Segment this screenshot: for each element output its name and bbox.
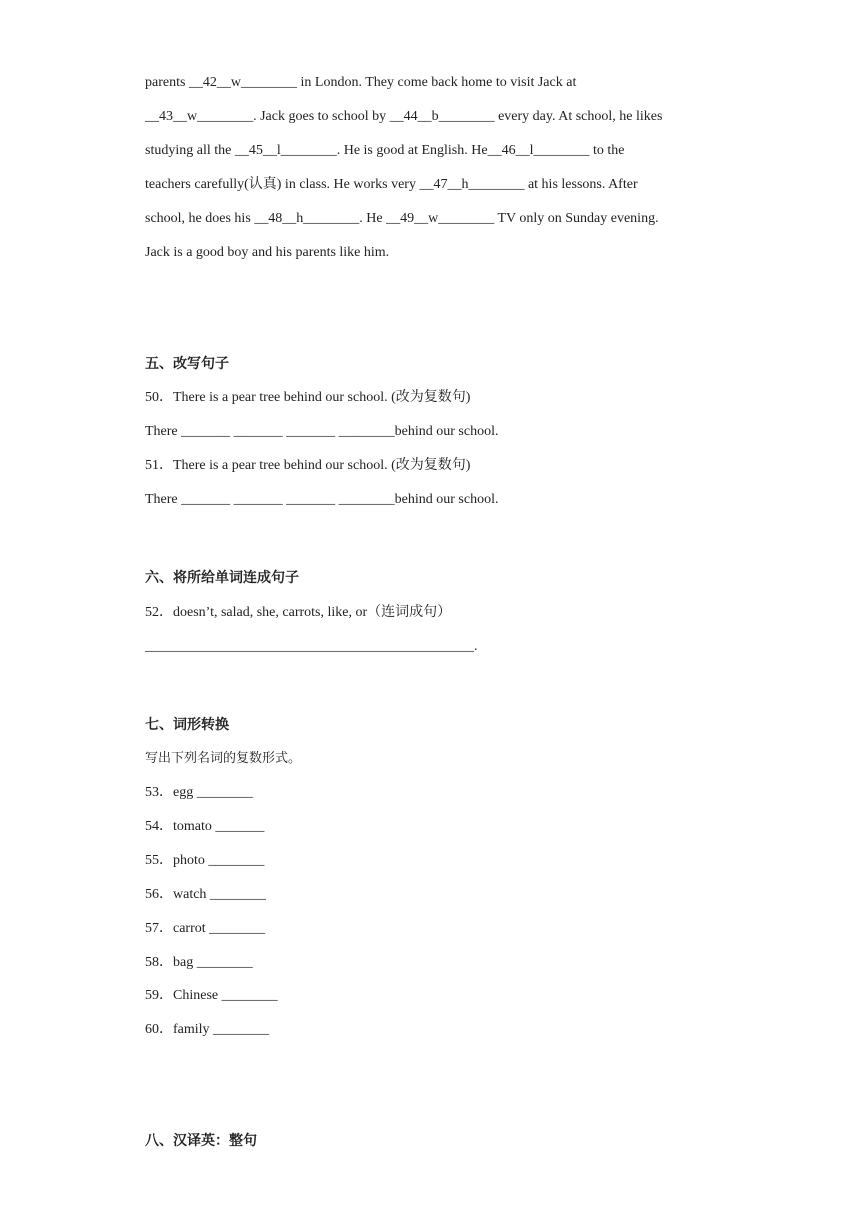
- question-60: 60．family ________: [145, 1022, 270, 1037]
- question-59: 59．Chinese ________: [145, 988, 278, 1003]
- question-56: 56．watch ________: [145, 887, 266, 902]
- passage-line-1: parents __42__w________ in London. They come back home to visit Jack at: [145, 75, 577, 90]
- question-54: 54．tomato _______: [145, 819, 265, 834]
- passage-line-3: studying all the __45__l________. He is good at English. He__46__l________ to the: [145, 143, 625, 158]
- section-8-heading: 八、汉译英：整句: [145, 1133, 257, 1149]
- question-51: 51．There is a pear tree behind our school. (改为复数句): [145, 458, 471, 473]
- question-57: 57．carrot ________: [145, 921, 266, 936]
- passage-line-6: Jack is a good boy and his parents like him.: [145, 245, 390, 260]
- question-55: 55．photo ________: [145, 853, 265, 868]
- passage-line-4: teachers carefully(认真) in class. He works very __47__h________ at his lessons. After: [145, 177, 638, 192]
- section-7-heading: 七、词形转换: [145, 717, 229, 733]
- answer-line-50: There _______ _______ _______ ________behind our school.: [145, 424, 499, 439]
- question-50: 50．There is a pear tree behind our school. (改为复数句): [145, 390, 471, 405]
- passage-line-2: __43__w________. Jack goes to school by __44__b________ every day. At school, he likes: [145, 109, 663, 124]
- answer-line-51: There _______ _______ _______ ________behind our school.: [145, 492, 499, 507]
- answer-line-52: _______________________________________________.: [145, 639, 478, 654]
- question-58: 58．bag ________: [145, 955, 253, 970]
- question-53: 53．egg ________: [145, 785, 253, 800]
- passage-line-5: school, he does his __48__h________. He __49__w________ TV only on Sunday evening.: [145, 211, 659, 226]
- section-7-instruction: 写出下列名词的复数形式。: [145, 751, 302, 766]
- question-52: 52．doesn’t, salad, she, carrots, like, or（连词成句）: [145, 605, 452, 620]
- section-5-heading: 五、改写句子: [145, 356, 229, 372]
- section-6-heading: 六、将所给单词连成句子: [145, 570, 299, 586]
